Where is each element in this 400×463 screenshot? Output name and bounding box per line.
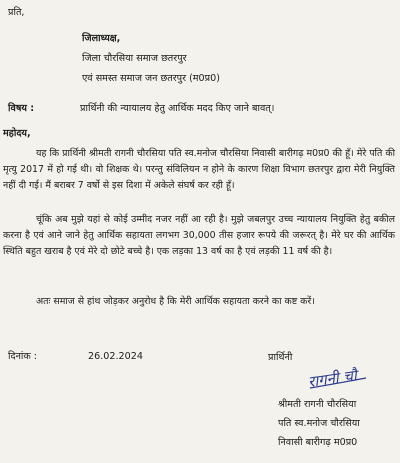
sender-name: श्रीमती रागनी चौरसिया [278,399,357,410]
recipient-line-1: जिला चौरसिया समाज छतरपुर [82,53,187,64]
recipient-line-2: एवं समस्त समाज जन छतरपुर (म0प्र0) [82,73,220,84]
sender-relation: पति स्व.मनोज चौरसिया [278,418,360,429]
signature-text: रागनी चौ [306,366,358,391]
subject-text: प्रार्थिनी की न्यायालय हेतु आर्थिक मदद किए जाने बावत्। [80,103,275,114]
date-label: दिनांक : [8,351,38,362]
recipient-title: जिलाध्यक्ष, [82,33,121,44]
subject-label: विषय : [8,103,35,114]
paragraph-3: अतः समाज से हांथ जोड़कर अनुरोध है कि मेरी आर्थिक सहायता करने का कष्ट करें। [36,296,315,307]
salutation: प्रति, [8,7,25,18]
closing-text: प्रार्थिनी [268,352,293,363]
handwritten-signature [304,358,394,392]
date-value: 26.02.2024 [88,351,143,362]
paragraph-1: यह कि प्रार्थिनी श्रीमती रागनी चौरसिया पति स्व.मनोज चौरसिया निवासी बारीगढ़ म0प्र0 की हूँ। मेरे पति की मृत्यु 2017 में हो गई थी। वो शिक्षक थे। परन्तु संविलियन न होने के कारण शिक्षा विभाग छतरपुर द्वारा मेरी नियुक्ति नहीं दी गई। मैं बराबर 7 वर्षो से इस दिशा में अकेले संघर्ष कर रही हूँ। [3,148,395,191]
sender-address: निवासी बारीगढ़ म0प्र0 [278,437,358,448]
paragraph-2: चूंकि अब मुझे यहां से कोई उम्मीद नजर नहीं आ रही है। मुझे जबलपुर उच्च न्यायालय नियुक्ति हेतु बकील करना है एवं आने जाने हेतु आर्थिक सहायता लगभग 30,000 तीस हजार रूपये की जरूरत् है। मेरे घर की आर्थिक स्थिति बहुत खराब है एवं मेरे दो छोटे बच्चे है। एक लड़का 13 वर्ष का है एवं लड़की 11 वर्ष की है। [3,214,395,257]
greeting: महोदय, [3,128,31,139]
